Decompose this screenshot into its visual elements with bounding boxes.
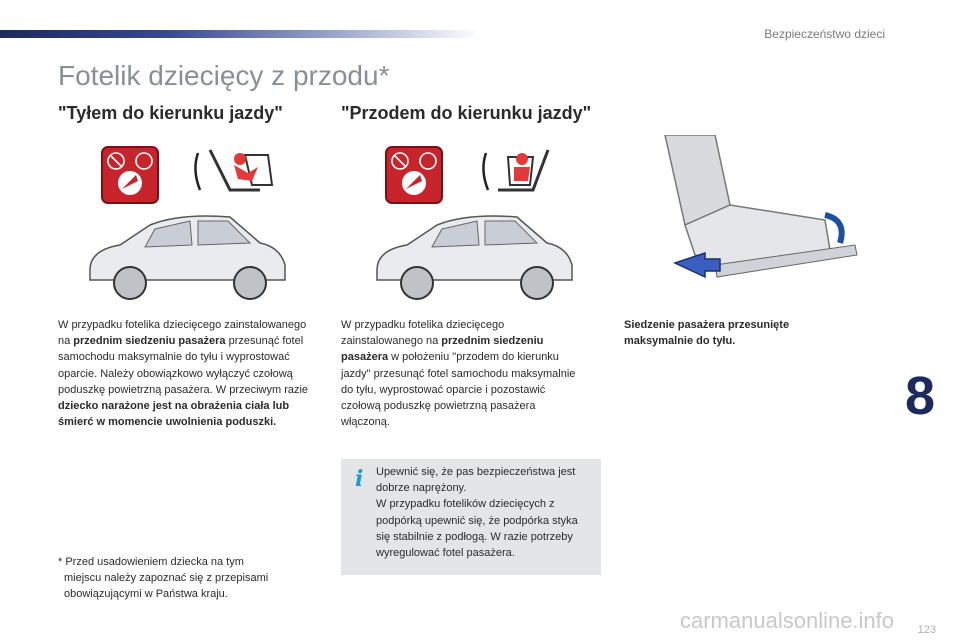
info-line-1: Upewnić się, że pas bezpieczeństwa jest dobrze naprężony. — [376, 466, 576, 495]
footnote-line-3: obowiązującymi w Państwa kraju. — [64, 588, 228, 601]
forward-facing-seat-icon — [478, 145, 568, 200]
rear-facing-mid: przesunąć fotel samochodu maksymalnie do tyłu i wyprostować oparcie. Należy obowiązkowo wyłączyć czołową poduszkę powietrzną pasażera. W przeciwym razie — [58, 335, 309, 396]
info-text — [376, 464, 594, 561]
forward-facing-instructions — [341, 317, 586, 430]
car-illustration-middle — [367, 205, 577, 305]
section-title: Bezpieczeństwo dzieci — [764, 27, 885, 41]
airbag-off-label-icon — [100, 145, 160, 205]
footnote — [58, 554, 298, 603]
chapter-badge — [900, 368, 940, 420]
heading-rear-facing: "Tyłem do kierunku jazdy" — [58, 103, 283, 123]
chapter-number: 8 — [904, 368, 936, 420]
info-line-2: W przypadku fotelików dziecięcych z podpórką upewnić się, że podpórka styka się stabilnie z podłogą. W razie potrzeby wyregulować fotel pasażera. — [376, 498, 578, 560]
forward-facing-intro: W przypadku fotelika dziecięcego zainstalowanego na — [341, 319, 505, 348]
forward-facing-bold-seat: przednim siedzeniu pasażera — [341, 335, 544, 364]
footnote-star: * — [58, 556, 63, 568]
heading-forward-facing: "Przodem do kierunku jazdy" — [341, 103, 592, 123]
forward-facing-rest: w położeniu "przodem do kierunku jazdy" przesunąć fotel samochodu maksymalnie do tyłu, wyprostować oparcie i pozostawić czołową poduszkę powietrzną pasażera włączoną. — [341, 351, 576, 429]
page-number: 123 — [917, 624, 936, 636]
watermark: carmanualsonline.info — [680, 608, 895, 633]
rear-facing-bold-seat: przednim siedzeniu pasażera — [73, 335, 226, 348]
rear-facing-instructions — [58, 317, 313, 430]
footnote-line-2: miejscu należy zapoznać się z przepisami — [64, 572, 269, 585]
car-illustration-left — [80, 205, 290, 305]
rear-facing-intro: W przypadku fotelika dziecięcego zainstalowanego na — [58, 319, 307, 348]
seat-adjust-illustration — [625, 135, 860, 295]
rear-facing-warning: dziecko narażone jest na obrażenia ciała lub śmierć w momencie uwolnienia poduszki. — [58, 400, 290, 429]
info-icon: i — [355, 466, 364, 492]
rear-facing-seat-icon — [190, 145, 280, 200]
page-title: Fotelik dziecięcy z przodu* — [58, 60, 390, 91]
seat-caption: Siedzenie pasażera przesunięte maksymalnie do tyłu. — [624, 319, 790, 348]
header-gradient-bar — [0, 30, 480, 38]
footnote-line-1: Przed usadowieniem dziecka na tym — [65, 556, 244, 568]
airbag-on-label-icon — [384, 145, 444, 205]
